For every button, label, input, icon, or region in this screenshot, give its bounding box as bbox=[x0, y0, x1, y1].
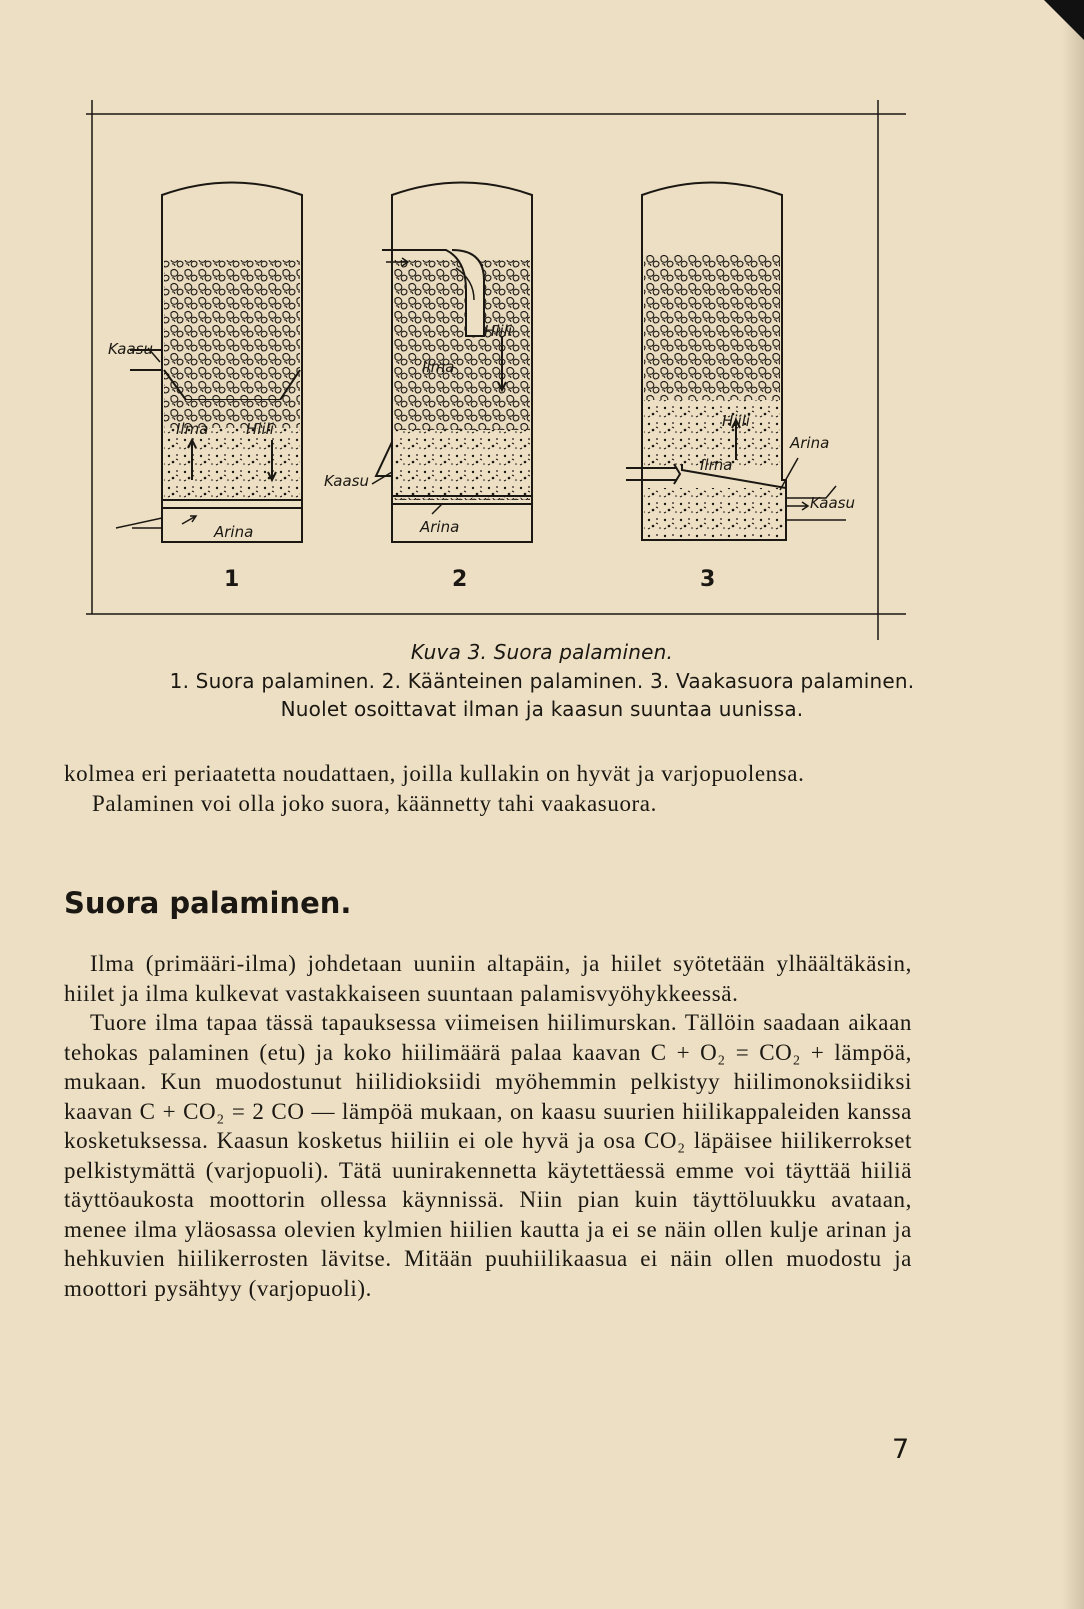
page-number: 7 bbox=[892, 1434, 910, 1465]
gasifier-2-air-label: Ilma bbox=[422, 358, 455, 376]
section-body bbox=[64, 949, 912, 1303]
gasifier-2-gas-label: Kaasu bbox=[324, 472, 370, 490]
section-heading: Suora palaminen. bbox=[64, 886, 352, 920]
combustion-figure bbox=[86, 100, 906, 640]
gasifier-1-grate-label: Arina bbox=[214, 523, 254, 541]
figure-caption-line-1: 1. Suora palaminen. 2. Käänteinen palaminen. 3. Vaakasuora palaminen. bbox=[169, 669, 915, 693]
section-paragraph-1: Ilma (primääri-ilma) johdetaan uuniin altapäin, ja hiilet syötetään ylhäältäkäsin, hiilet ja ilma kulkevat vastakkaiseen suuntaan palamisvyöhykkeessä. bbox=[64, 951, 912, 1006]
gasifier-2-coal-label: Hiili bbox=[484, 322, 512, 340]
gasifier-3 bbox=[626, 183, 855, 593]
gasifier-3-gas-label: Kaasu bbox=[810, 494, 856, 512]
gasifier-3-coal-label: Hiili bbox=[722, 412, 750, 430]
figure-caption-line-2: Nuolet osoittavat ilman ja kaasun suuntaa uunissa. bbox=[280, 697, 804, 721]
gasifier-3-air-label: Ilma bbox=[700, 456, 733, 474]
gasifier-3-grate-label: Arina bbox=[790, 434, 830, 452]
intro-paragraph-2: Palaminen voi olla joko suora, käännetty tahi vaakasuora. bbox=[92, 790, 657, 816]
gasifier-1-gas-label: Kaasu bbox=[108, 340, 154, 358]
intro-text bbox=[64, 759, 912, 818]
gasifier-diagram bbox=[86, 100, 906, 640]
gasifier-1 bbox=[108, 183, 302, 593]
figure-caption-title: Kuva 3. Suora palaminen. bbox=[410, 640, 674, 664]
gasifier-2 bbox=[324, 183, 532, 593]
gasifier-1-number: 1 bbox=[224, 567, 240, 592]
gasifier-2-grate-label: Arina bbox=[420, 518, 460, 536]
gasifier-3-number: 3 bbox=[700, 567, 716, 592]
gasifier-2-number: 2 bbox=[452, 567, 468, 592]
page-corner bbox=[1044, 0, 1084, 40]
gasifier-1-air-label: Ilma bbox=[176, 420, 209, 438]
gasifier-1-coal-label: Hiili bbox=[246, 420, 274, 438]
page-edge bbox=[1062, 0, 1084, 1609]
intro-paragraph-1: kolmea eri periaatetta noudattaen, joilla kullakin on hyvät ja varjopuolensa. bbox=[64, 761, 805, 786]
section-paragraph-2: Tuore ilma tapaa tässä tapauksessa viimeisen hiilimurskan. Tällöin saadaan aikaan tehokas palaminen (etu) ja koko hiilimäärä palaa kaavan C + O₂ = CO₂ + lämpöä, mukaan. Kun muodostunut hiilidioksiidi myöhemmin pelkistyy hiilimonoksiidiksi kaavan C + CO₂ = 2 CO — lämpöä mukaan, on kaasu suurien hiilikappaleiden kanssa kosketuksessa. Kaasun kosketus hiiliin ei ole hyvä ja osa CO₂ läpäisee hiilikerrokset pelkistymättä (varjopuoli). Tätä uunirakennetta käytettäessä emme voi täyttää hiiliä täyttöaukosta moottorin ollessa käynnissä. Niin pian kuin täyttöluukku avataan, menee ilma yläosassa olevien kylmien hiilien kautta ja ei se näin ollen kulje arinan ja hehkuvien hiilikerrosten lävitse. Mitään puuhiilikaasua ei näin ollen muodostu ja moottori pysähtyy (varjopuoli). bbox=[64, 1010, 912, 1301]
